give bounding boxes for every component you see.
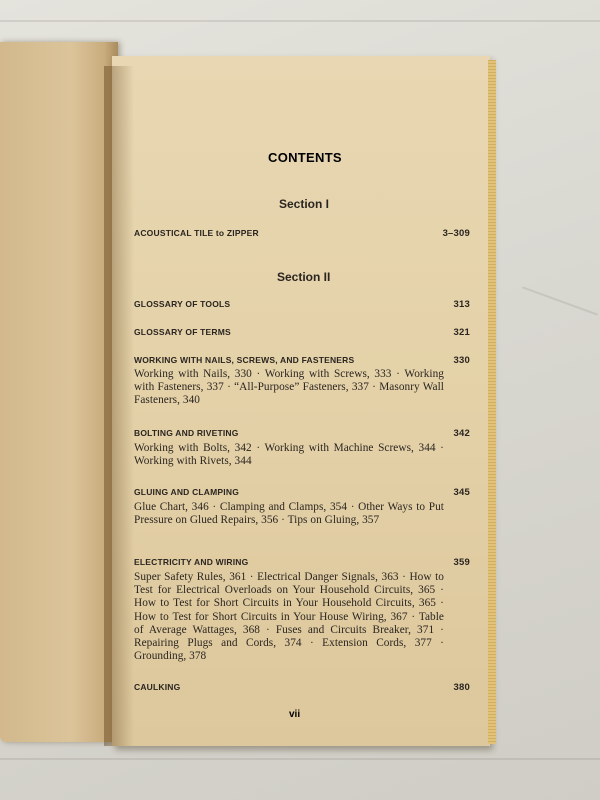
entry-description: Glue Chart, 346 · Clamping and Clamps, 354 · Other Ways to Put Pressure on Glued Repairs, 356 · Tips on Gluing, 357 [134,501,444,527]
entry-page: 345 [453,487,470,498]
page-edge [488,60,496,744]
toc-entry [134,355,470,366]
entry-page: 321 [453,327,470,338]
entry-page: 3–309 [442,228,470,239]
entry-title: WORKING WITH NAILS, SCREWS, AND FASTENERS [134,355,355,365]
entry-description: Working with Bolts, 342 · Working with Machine Screws, 344 · Working with Rivets, 344 [134,442,444,468]
left-page [0,42,118,742]
toc-entry [134,487,470,498]
entry-title: GLUING AND CLAMPING [134,487,240,497]
page-title: CONTENTS [268,150,342,165]
page-number: vii [289,709,301,720]
book-gutter [104,66,134,746]
toc-entry [134,228,470,239]
entry-page: 359 [453,557,470,568]
entry-page: 330 [453,355,470,366]
entry-page: 313 [453,299,470,310]
toc-entry [134,428,470,439]
entry-description: Working with Nails, 330 · Working with Screws, 333 · Working with Fasteners, 337 · “All-Purpose” Fasteners, 337 · Masonry Wall Fasteners, 340 [134,368,444,407]
entry-title: CAULKING [134,682,181,692]
entry-title: ELECTRICITY AND WIRING [134,557,249,567]
entry-page: 342 [453,428,470,439]
entry-page: 380 [453,682,470,693]
entry-title: GLOSSARY OF TOOLS [134,299,231,309]
toc-entry [134,557,470,568]
toc-entry [134,299,470,310]
toc-entry [134,682,470,693]
section-heading: Section II [277,270,331,284]
entry-description: Super Safety Rules, 361 · Electrical Danger Signals, 363 · How to Test for Electrical Overloads on Your Household Circuits, 365 · How to Test for Short Circuits in Your Household Circuits, 365 · How to Test for Short Circuits in Your House Wiring, 367 · Table of Average Wattages, 368 · Fuses and Circuits Breaker, 371 · Repairing Plugs and Cords, 374 · Extension Cords, 377 · Grounding, 378 [134,571,444,663]
entry-title: ACOUSTICAL TILE to ZIPPER [134,228,259,238]
toc-entry [134,327,470,338]
entry-title: BOLTING AND RIVETING [134,428,239,438]
section-heading: Section I [279,197,330,211]
entry-title: GLOSSARY OF TERMS [134,327,231,337]
